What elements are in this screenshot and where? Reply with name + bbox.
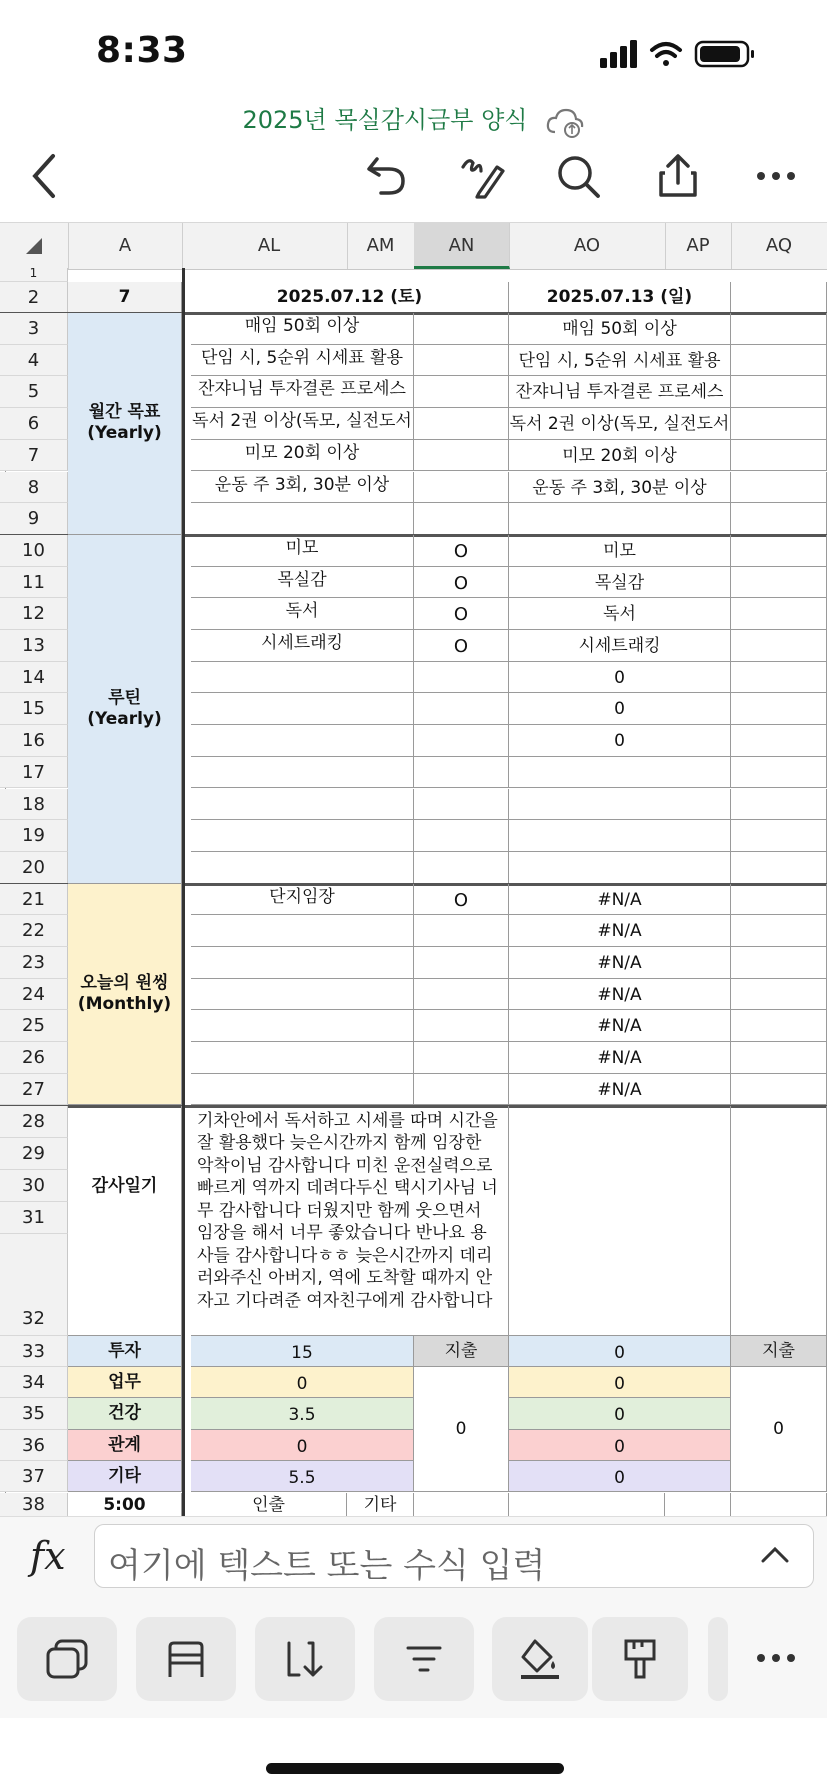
cell-an[interactable] — [414, 757, 509, 789]
row-header[interactable]: 15 — [0, 693, 68, 725]
row-header[interactable]: 37 — [0, 1461, 68, 1492]
wifi-icon — [652, 44, 680, 66]
cell-ao[interactable]: #N/A — [509, 947, 731, 979]
filter-button[interactable] — [374, 1617, 474, 1701]
budget-label: 업무 — [68, 1367, 182, 1398]
cell-ao[interactable]: 운동 주 3회, 30분 이상 — [509, 472, 731, 504]
copy-button[interactable] — [17, 1617, 117, 1701]
cell-aq[interactable] — [731, 376, 827, 408]
more-tools-button[interactable] — [756, 1648, 796, 1667]
cell-ao[interactable]: 0 — [509, 725, 731, 757]
cell-an[interactable] — [414, 472, 509, 504]
row-header[interactable]: 32 — [0, 1234, 68, 1336]
row-header[interactable]: 28 — [0, 1106, 68, 1138]
column-header-ap[interactable]: AP — [665, 223, 732, 269]
row-header[interactable]: 27 — [0, 1074, 68, 1106]
expense-total-2[interactable]: 0 — [731, 1367, 827, 1493]
cell-aq[interactable] — [731, 789, 827, 821]
budget-label: 투자 — [68, 1336, 182, 1367]
cell-ao[interactable] — [509, 789, 731, 821]
formula-placeholder: 여기에 텍스트 또는 수식 입력 — [108, 1546, 546, 1586]
cell-al[interactable] — [191, 757, 414, 789]
cell-ao38[interactable] — [509, 1493, 665, 1517]
cell-aq[interactable] — [731, 345, 827, 377]
chevron-up-icon[interactable] — [760, 1544, 790, 1568]
cell-an[interactable] — [414, 789, 509, 821]
cell-al[interactable]: 운동 주 3회, 30분 이상 — [191, 472, 414, 504]
section-routine: 루틴 (Yearly) — [68, 535, 182, 884]
cell-ao[interactable] — [509, 757, 731, 789]
budget-value-al[interactable]: 0 — [191, 1430, 414, 1461]
header-cell-date1[interactable]: 2025.07.12 (토) — [191, 282, 509, 313]
row-header[interactable]: 34 — [0, 1367, 68, 1398]
cell-ao[interactable]: 목실감 — [509, 567, 731, 599]
expense-header-2: 지출 — [731, 1336, 827, 1367]
cell-al[interactable] — [191, 915, 414, 947]
chevron-left-icon — [29, 152, 59, 200]
cell-aq[interactable] — [731, 662, 827, 694]
budget-value-ao[interactable]: 0 — [509, 1367, 731, 1398]
cell-ao[interactable] — [509, 820, 731, 852]
column-header-am[interactable]: AM — [347, 223, 415, 269]
cell-ao[interactable]: #N/A — [509, 1042, 731, 1074]
cell-al[interactable] — [191, 1010, 414, 1042]
section-one-thing: 오늘의 원씽 (Monthly) — [68, 884, 182, 1106]
cell-an[interactable] — [414, 1074, 509, 1106]
row-header[interactable]: 26 — [0, 1042, 68, 1074]
row-header[interactable]: 22 — [0, 915, 68, 947]
cell-ao[interactable]: 미모 — [509, 535, 731, 567]
column-header-an[interactable]: AN — [414, 223, 510, 269]
cell-an[interactable] — [414, 503, 509, 535]
cell-aq[interactable] — [731, 820, 827, 852]
battery-icon — [696, 42, 754, 66]
row-header[interactable]: 35 — [0, 1398, 68, 1429]
cell-aq[interactable] — [731, 503, 827, 535]
cell-an38[interactable] — [414, 1493, 509, 1517]
cell-an[interactable] — [414, 440, 509, 472]
column-header-ao[interactable]: AO — [509, 223, 666, 269]
row-header[interactable]: 6 — [0, 408, 68, 440]
row-header[interactable]: 23 — [0, 947, 68, 979]
cell-an[interactable] — [414, 1042, 509, 1074]
row-header[interactable]: 13 — [0, 630, 68, 662]
row-header[interactable]: 21 — [0, 884, 68, 916]
row-header[interactable]: 7 — [0, 440, 68, 472]
cell-an[interactable] — [414, 693, 509, 725]
copy-icon — [44, 1637, 90, 1681]
cell-an[interactable]: O — [414, 535, 509, 567]
cell-ao[interactable]: 잔쟈니님 투자결론 프로세스 — [509, 376, 731, 408]
cell-ao[interactable]: #N/A — [509, 915, 731, 947]
budget-value-al[interactable]: 5.5 — [191, 1461, 414, 1492]
row-header[interactable]: 36 — [0, 1430, 68, 1461]
cell-aq38[interactable] — [731, 1493, 827, 1517]
cell-al[interactable] — [191, 1074, 414, 1106]
cell-al[interactable]: 목실감 — [191, 567, 414, 599]
row-header[interactable]: 3 — [0, 313, 68, 345]
row-header[interactable]: 33 — [0, 1336, 68, 1367]
header-cell-date2[interactable]: 2025.07.13 (일) — [509, 282, 731, 313]
cell-am38[interactable]: 기타 — [347, 1493, 414, 1517]
cell-aq[interactable] — [731, 598, 827, 630]
row-header[interactable]: 31 — [0, 1202, 68, 1234]
cell-al[interactable] — [191, 503, 414, 535]
cell-ao[interactable]: 독서 — [509, 598, 731, 630]
cell-an[interactable] — [414, 979, 509, 1011]
insert-row-button[interactable] — [136, 1617, 236, 1701]
cell-al[interactable]: 독서 — [191, 598, 414, 630]
cell-ao[interactable]: 단임 시, 5순위 시세표 활용 — [509, 345, 731, 377]
column-header-bar — [0, 222, 827, 270]
row-header[interactable]: 29 — [0, 1138, 68, 1170]
signal-icon — [600, 40, 637, 68]
budget-value-al[interactable]: 15 — [191, 1336, 414, 1367]
cell-an[interactable] — [414, 820, 509, 852]
section-yearly-goals: 월간 목표 (Yearly) — [68, 313, 182, 535]
row-header[interactable]: 18 — [0, 789, 68, 821]
row-header[interactable]: 38 — [0, 1493, 68, 1517]
table-row-icon — [164, 1639, 208, 1679]
row-header[interactable]: 2 — [0, 282, 68, 313]
cell-an[interactable] — [414, 852, 509, 884]
document-title-row[interactable] — [0, 100, 827, 142]
cell-an[interactable] — [414, 725, 509, 757]
expense-total-1[interactable]: 0 — [414, 1367, 509, 1493]
row-header[interactable]: 8 — [0, 472, 68, 504]
format-painter-button[interactable] — [592, 1617, 688, 1701]
cell-aq[interactable] — [731, 979, 827, 1011]
row-header[interactable]: 12 — [0, 598, 68, 630]
corner-triangle-icon — [26, 238, 42, 254]
row-header[interactable]: 4 — [0, 345, 68, 377]
row-header[interactable]: 17 — [0, 757, 68, 789]
cell-al[interactable]: 단지임장 — [191, 884, 414, 916]
cell-a38: 5:00 — [68, 1493, 182, 1517]
gratitude-diary-cell[interactable]: 기차안에서 독서하고 시세를 따며 시간을 잘 활용했다 늦은시간까지 함께 임장한 악착이님 감사합니다 미친 운전실력으로 빠르게 역까지 데려다두신 택시기사님 너무 감사합니다 더웠지만 함께 웃으면서 임장을 해서 너무 좋았습니다 반나요 용사들 감사합니다ㅎㅎ 늦은시간까지 데리러와주신 아버지, 역에 도착할 때까지 안자고 기다려준 여자친구에게 감사합니다 — [191, 1106, 509, 1336]
cell-ap38[interactable] — [665, 1493, 731, 1517]
cell-aq[interactable] — [731, 884, 827, 916]
row-header[interactable]: 24 — [0, 979, 68, 1011]
cell-aq[interactable] — [731, 725, 827, 757]
column-header-a[interactable]: A — [68, 223, 183, 269]
cell-ao[interactable]: 미모 20회 이상 — [509, 440, 731, 472]
row-header[interactable]: 11 — [0, 567, 68, 599]
cell-an[interactable] — [414, 345, 509, 377]
cell-ao[interactable]: 매임 50회 이상 — [509, 313, 731, 345]
cell-aq[interactable] — [731, 1074, 827, 1106]
cell-an[interactable]: O — [414, 884, 509, 916]
cell-al[interactable]: 시세트래킹 — [191, 630, 414, 662]
row-header[interactable]: 14 — [0, 662, 68, 694]
cell-aq[interactable] — [731, 1010, 827, 1042]
cell-aq[interactable] — [731, 535, 827, 567]
cell-an[interactable]: O — [414, 598, 509, 630]
cell-ao[interactable]: #N/A — [509, 884, 731, 916]
cell-ao[interactable]: #N/A — [509, 1010, 731, 1042]
cell-ao[interactable]: 0 — [509, 693, 731, 725]
pen-draw-icon — [459, 153, 505, 199]
cell-aq[interactable] — [731, 1042, 827, 1074]
row-header[interactable]: 9 — [0, 503, 68, 535]
cell-an[interactable]: O — [414, 630, 509, 662]
cell-al[interactable]: 매임 50회 이상 — [191, 313, 414, 345]
row-header[interactable]: 19 — [0, 820, 68, 852]
gratitude-diary-cell-2[interactable] — [509, 1106, 731, 1336]
cell-an[interactable]: O — [414, 567, 509, 599]
cell-al[interactable]: 독서 2권 이상(독모, 실전도서 — [191, 408, 414, 440]
cloud-sync-icon — [545, 106, 585, 142]
cell-ao[interactable]: 시세트래킹 — [509, 630, 731, 662]
cell-an[interactable] — [414, 662, 509, 694]
row-header[interactable]: 30 — [0, 1170, 68, 1202]
share-button[interactable] — [648, 146, 708, 206]
budget-value-al[interactable]: 3.5 — [191, 1398, 414, 1429]
undo-button[interactable] — [356, 146, 416, 206]
search-button[interactable] — [548, 146, 608, 206]
more-icon — [756, 171, 796, 181]
cell-an[interactable] — [414, 915, 509, 947]
cell-an[interactable] — [414, 376, 509, 408]
sort-down-icon — [283, 1639, 327, 1679]
cell-aq[interactable] — [731, 852, 827, 884]
cell-al38[interactable]: 인출 — [191, 1493, 347, 1517]
cell-ao[interactable]: #N/A — [509, 1074, 731, 1106]
fill-color-button[interactable] — [492, 1617, 588, 1701]
cell-al[interactable] — [191, 979, 414, 1011]
freeze-pane-divider — [182, 268, 185, 1516]
budget-value-ao[interactable]: 0 — [509, 1336, 731, 1367]
more-icon — [756, 1653, 796, 1663]
cell-al[interactable] — [191, 1042, 414, 1074]
cell-al[interactable]: 단임 시, 5순위 시세표 활용 — [191, 345, 414, 377]
format-brush-icon — [620, 1637, 660, 1681]
row-header[interactable]: 1 — [0, 268, 68, 282]
cell-an[interactable] — [414, 947, 509, 979]
cell-al[interactable] — [191, 789, 414, 821]
row-header[interactable]: 20 — [0, 852, 68, 884]
select-all-corner[interactable] — [0, 223, 69, 269]
row-header[interactable]: 5 — [0, 376, 68, 408]
cell-aq[interactable] — [731, 630, 827, 662]
budget-value-ao[interactable]: 0 — [509, 1430, 731, 1461]
back-button[interactable] — [14, 146, 74, 206]
cell-al[interactable] — [191, 820, 414, 852]
cell-ao[interactable] — [509, 503, 731, 535]
expense-header-1: 지출 — [414, 1336, 509, 1367]
undo-icon — [363, 153, 409, 199]
cell-ao[interactable]: 독서 2권 이상(독모, 실전도서 — [509, 408, 731, 440]
column-header-aq[interactable]: AQ — [731, 223, 827, 269]
status-icons — [600, 38, 780, 70]
cell-ao[interactable]: 0 — [509, 662, 731, 694]
header-cell-aq[interactable] — [731, 282, 827, 313]
cell-aq[interactable] — [731, 915, 827, 947]
cell-al[interactable]: 미모 20회 이상 — [191, 440, 414, 472]
cell-al[interactable]: 잔쟈니님 투자결론 프로세스 — [191, 376, 414, 408]
search-icon — [555, 153, 601, 199]
cell-al[interactable] — [191, 947, 414, 979]
cell-aq[interactable] — [731, 472, 827, 504]
budget-label: 건강 — [68, 1398, 182, 1429]
cell-al[interactable] — [191, 693, 414, 725]
cell-aq[interactable] — [731, 693, 827, 725]
fx-icon[interactable]: fx — [30, 1534, 66, 1578]
cell-al[interactable] — [191, 852, 414, 884]
paint-bucket-icon — [517, 1637, 563, 1681]
cell-aq[interactable] — [731, 440, 827, 472]
cell-an[interactable] — [414, 1010, 509, 1042]
budget-value-ao[interactable]: 0 — [509, 1398, 731, 1429]
cell-aq[interactable] — [731, 947, 827, 979]
cell-al[interactable] — [191, 725, 414, 757]
header-cell-a: 7 — [68, 282, 182, 313]
cell-aq[interactable] — [731, 313, 827, 345]
sort-button[interactable] — [255, 1617, 355, 1701]
document-title: 2025년 목실감시금부 양식 — [242, 106, 528, 134]
home-indicator — [266, 1763, 564, 1774]
share-icon — [655, 153, 701, 199]
cell-an[interactable] — [414, 408, 509, 440]
spreadsheet-grid[interactable] — [0, 268, 827, 1516]
budget-label: 기타 — [68, 1461, 182, 1492]
cell-aq[interactable] — [731, 408, 827, 440]
cell-ao[interactable] — [509, 852, 731, 884]
row-header[interactable]: 16 — [0, 725, 68, 757]
gratitude-diary-cell-3[interactable] — [731, 1106, 827, 1336]
more-button[interactable] — [746, 146, 806, 206]
budget-value-al[interactable]: 0 — [191, 1367, 414, 1398]
row-header[interactable]: 25 — [0, 1010, 68, 1042]
draw-button[interactable] — [452, 146, 512, 206]
cell-ao[interactable]: #N/A — [509, 979, 731, 1011]
cell-al[interactable]: 미모 — [191, 535, 414, 567]
filter-icon — [404, 1644, 444, 1674]
column-header-al[interactable]: AL — [191, 223, 348, 269]
budget-value-ao[interactable]: 0 — [509, 1461, 731, 1492]
cell-an[interactable] — [414, 313, 509, 345]
cell-al[interactable] — [191, 662, 414, 694]
status-time: 8:33 — [96, 30, 188, 71]
cell-aq[interactable] — [731, 567, 827, 599]
cell-aq[interactable] — [731, 757, 827, 789]
section-gratitude: 감사일기 — [68, 1106, 182, 1336]
budget-label: 관계 — [68, 1430, 182, 1461]
more-tools-partial[interactable] — [708, 1617, 728, 1701]
row-header[interactable]: 10 — [0, 535, 68, 567]
